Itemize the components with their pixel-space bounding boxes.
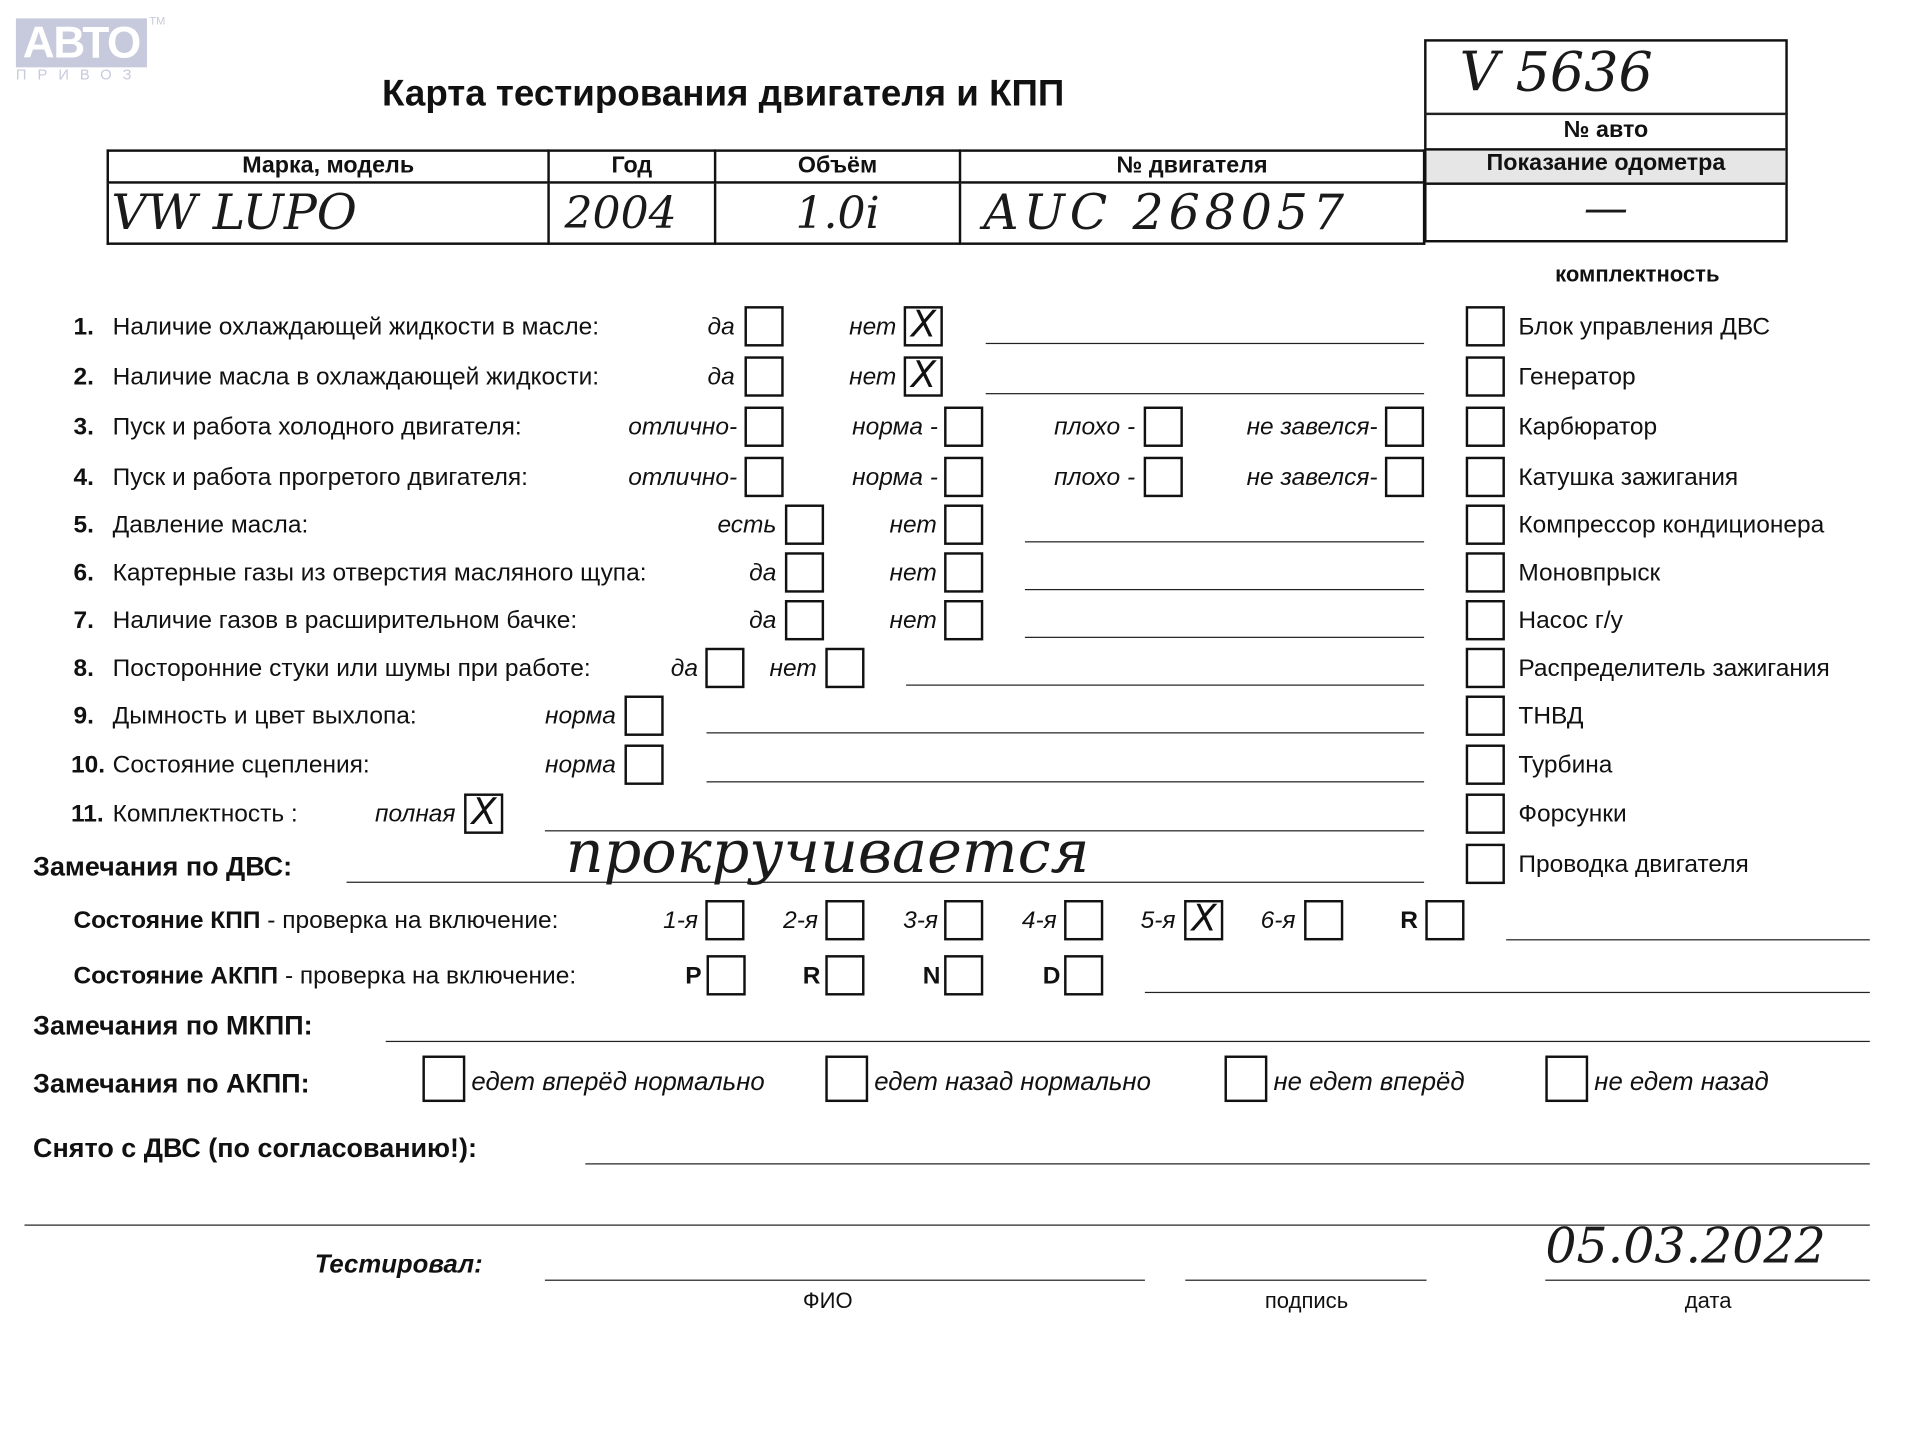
gear-label: 3-я xyxy=(903,907,938,935)
option-checkbox[interactable] xyxy=(624,744,663,784)
check-label: Картерные газы из отверстия масляного щупа: xyxy=(112,559,647,587)
check-number: 7. xyxy=(73,607,94,635)
dvs-remarks-label: Замечания по ДВС: xyxy=(33,851,293,882)
vehicle-table xyxy=(107,149,1426,245)
option-checkbox[interactable] xyxy=(624,696,663,736)
option-label: да xyxy=(670,655,698,683)
gear-label: 2-я xyxy=(783,907,818,935)
completeness-item: Насос г/у xyxy=(1518,607,1623,635)
completeness-item: Блок управления ДВС xyxy=(1518,313,1771,341)
akpp-remark-label: не едет назад xyxy=(1594,1067,1769,1096)
check-label: Наличие газов в расширительном бачке: xyxy=(112,607,578,635)
option-label: да xyxy=(707,313,735,341)
option-label: плохо - xyxy=(1054,464,1136,492)
kpp-label-rest: - проверка на включение: xyxy=(260,907,559,935)
gear-label: 6-я xyxy=(1260,907,1296,935)
completeness-checkbox[interactable] xyxy=(1466,552,1505,592)
logo-tm: TM xyxy=(149,14,166,27)
fio-label: ФИО xyxy=(802,1288,853,1313)
sign-label: подпись xyxy=(1264,1288,1349,1313)
check-number: 11. xyxy=(71,800,104,828)
option-label: норма - xyxy=(852,413,938,441)
date-value[interactable]: 05.03.2022 xyxy=(1545,1218,1826,1275)
option-label: полная xyxy=(374,800,456,828)
removed-label: Снято с ДВС (по согласованию!): xyxy=(33,1132,477,1164)
completeness-item: Генератор xyxy=(1518,363,1636,391)
col-model: Марка, модель xyxy=(108,151,549,183)
odometer-label: Показание одометра xyxy=(1486,150,1726,177)
akpp-gear-label: R xyxy=(802,962,821,990)
gear-checkbox[interactable] xyxy=(1064,900,1103,940)
akpp-gear-label: N xyxy=(922,962,941,990)
completeness-item: Форсунки xyxy=(1518,800,1627,828)
check-label: Пуск и работа холодного двигателя: xyxy=(112,413,522,441)
completeness-title: комплектность xyxy=(1555,262,1720,287)
option-label: не завелся- xyxy=(1246,464,1378,492)
check-number: 8. xyxy=(73,655,94,683)
completeness-item: Компрессор кондиционера xyxy=(1518,511,1825,539)
option-checkbox[interactable] xyxy=(944,504,983,544)
completeness-checkbox[interactable] xyxy=(1466,600,1505,640)
dvs-remarks-value[interactable]: прокручивается xyxy=(565,817,1090,887)
option-label: норма xyxy=(545,702,616,730)
akpp-gear-checkbox[interactable] xyxy=(707,955,746,995)
completeness-checkbox[interactable] xyxy=(1466,844,1505,884)
completeness-checkbox[interactable] xyxy=(1466,504,1505,544)
akpp-label xyxy=(73,961,576,990)
completeness-item: Турбина xyxy=(1518,751,1613,779)
gear-label: 5-я xyxy=(1140,907,1176,935)
fill-line xyxy=(1025,637,1424,638)
option-label: нет xyxy=(849,313,897,341)
akpp-remark-label: едет вперёд нормально xyxy=(471,1067,765,1096)
check-label: Пуск и работа прогретого двигателя: xyxy=(112,464,529,492)
engine-no-value: AUC 268057 xyxy=(960,182,1424,243)
option-label: нет xyxy=(769,655,817,683)
completeness-checkbox[interactable] xyxy=(1466,648,1505,688)
page-title: Карта тестирования двигателя и КПП xyxy=(382,73,1065,114)
option-label: нет xyxy=(889,511,937,539)
check-mark: X xyxy=(911,303,937,347)
gear-label: 1-я xyxy=(663,907,698,935)
option-checkbox[interactable] xyxy=(904,353,943,397)
check-number: 2. xyxy=(73,363,94,391)
option-label: плохо - xyxy=(1054,413,1136,441)
akpp-remark-label: едет назад нормально xyxy=(874,1067,1151,1096)
gear-checkbox[interactable] xyxy=(705,900,744,940)
gear-checkbox[interactable] xyxy=(1184,897,1223,941)
check-label: Посторонние стуки или шумы при работе: xyxy=(112,655,591,683)
akpp-gear-label: D xyxy=(1042,962,1061,990)
logo-brand: АВТО xyxy=(22,17,141,68)
completeness-checkbox[interactable] xyxy=(1466,793,1505,833)
col-year: Год xyxy=(549,151,716,183)
completeness-item: Моновпрыск xyxy=(1518,559,1661,587)
year-value: 2004 xyxy=(549,182,716,243)
option-checkbox[interactable] xyxy=(464,793,503,833)
completeness-checkbox[interactable] xyxy=(1466,744,1505,784)
akpp-remark-checkbox[interactable] xyxy=(1225,1056,1268,1103)
akpp-gear-checkbox[interactable] xyxy=(825,955,864,995)
akpp-remark-label: не едет вперёд xyxy=(1273,1067,1465,1096)
tested-by-label: Тестировал: xyxy=(314,1250,483,1279)
fill-line xyxy=(986,343,1424,344)
mkpp-remarks-label: Замечания по МКПП: xyxy=(33,1010,313,1041)
option-label: не завелся- xyxy=(1246,413,1378,441)
akpp-gear-label: P xyxy=(685,962,702,990)
akpp-label-rest: - проверка на включение: xyxy=(278,962,577,990)
completeness-checkbox[interactable] xyxy=(1466,356,1505,396)
kpp-label xyxy=(73,906,558,935)
option-label: да xyxy=(707,363,735,391)
fill-line xyxy=(986,393,1424,394)
akpp-remark-checkbox[interactable] xyxy=(422,1056,465,1103)
check-number: 3. xyxy=(73,413,94,441)
gear-checkbox[interactable] xyxy=(1425,900,1464,940)
car-number-value: V 5636 xyxy=(1459,41,1653,105)
option-checkbox[interactable] xyxy=(1385,407,1424,447)
option-checkbox[interactable] xyxy=(904,303,943,347)
completeness-item: Карбюратор xyxy=(1518,413,1658,441)
fill-line xyxy=(1025,589,1424,590)
akpp-remarks-label: Замечания по АКПП: xyxy=(33,1067,310,1099)
col-engine-no: № двигателя xyxy=(960,151,1424,183)
option-checkbox[interactable] xyxy=(944,552,983,592)
akpp-remark-checkbox[interactable] xyxy=(1545,1056,1588,1103)
check-label: Наличие охлаждающей жидкости в масле: xyxy=(112,313,600,341)
option-label: нет xyxy=(889,559,937,587)
volume-value: 1.0i xyxy=(715,182,960,243)
check-label: Состояние сцепления: xyxy=(112,751,370,779)
check-number: 5. xyxy=(73,511,94,539)
option-label: нет xyxy=(889,607,937,635)
col-volume: Объём xyxy=(715,151,960,183)
akpp-remark-checkbox[interactable] xyxy=(825,1056,868,1103)
option-label: да xyxy=(749,559,777,587)
completeness-item: Катушка зажигания xyxy=(1518,464,1739,492)
gear-checkbox[interactable] xyxy=(944,900,983,940)
model-value: VW LUPO xyxy=(108,182,549,243)
option-label: есть xyxy=(717,511,777,539)
check-mark: X xyxy=(1191,897,1217,941)
completeness-item: Распределитель зажигания xyxy=(1518,655,1830,683)
option-checkbox[interactable] xyxy=(1144,407,1183,447)
check-label: Комплектность : xyxy=(112,800,298,828)
option-checkbox[interactable] xyxy=(944,600,983,640)
check-mark: X xyxy=(471,791,497,834)
akpp-gear-checkbox[interactable] xyxy=(1064,955,1103,995)
completeness-item: ТНВД xyxy=(1518,702,1584,730)
kpp-label-bold: Состояние КПП xyxy=(73,907,261,935)
check-label: Давление масла: xyxy=(112,511,309,539)
option-label: норма - xyxy=(852,464,938,492)
check-label: Наличие масла в охлаждающей жидкости: xyxy=(112,363,600,391)
check-mark: X xyxy=(911,353,937,397)
option-label: норма xyxy=(545,751,616,779)
fill-line xyxy=(1025,541,1424,542)
option-label: да xyxy=(749,607,777,635)
completeness-checkbox[interactable] xyxy=(1466,457,1505,497)
gear-checkbox[interactable] xyxy=(825,900,864,940)
fill-line xyxy=(906,684,1424,685)
option-label: отлично- xyxy=(628,464,738,492)
option-checkbox[interactable] xyxy=(1144,457,1183,497)
check-label: Дымность и цвет выхлопа: xyxy=(112,702,417,730)
check-number: 1. xyxy=(73,313,94,341)
completeness-item: Проводка двигателя xyxy=(1518,851,1749,878)
option-label: отлично- xyxy=(628,413,738,441)
option-checkbox[interactable] xyxy=(825,648,864,688)
check-number: 9. xyxy=(73,702,94,730)
option-checkbox[interactable] xyxy=(1385,457,1424,497)
completeness-checkbox[interactable] xyxy=(1466,407,1505,447)
gear-label: 4-я xyxy=(1021,907,1057,935)
akpp-label-bold: Состояние АКПП xyxy=(73,962,279,990)
gear-checkbox[interactable] xyxy=(1304,900,1343,940)
check-number: 10. xyxy=(71,751,106,779)
gear-label: R xyxy=(1400,907,1418,935)
car-number-label: № авто xyxy=(1563,117,1649,144)
akpp-gear-checkbox[interactable] xyxy=(944,955,983,995)
option-label: нет xyxy=(849,363,897,391)
completeness-checkbox[interactable] xyxy=(1466,696,1505,736)
logo-sub: ПРИВОЗ xyxy=(15,66,143,84)
fill-line xyxy=(707,781,1425,782)
avto-privoz-logo xyxy=(16,18,147,67)
check-number: 6. xyxy=(73,559,94,587)
odometer-value: — xyxy=(1583,183,1628,234)
fill-line xyxy=(707,732,1425,733)
check-number: 4. xyxy=(73,464,94,492)
date-label: дата xyxy=(1684,1288,1732,1313)
completeness-checkbox[interactable] xyxy=(1466,306,1505,346)
